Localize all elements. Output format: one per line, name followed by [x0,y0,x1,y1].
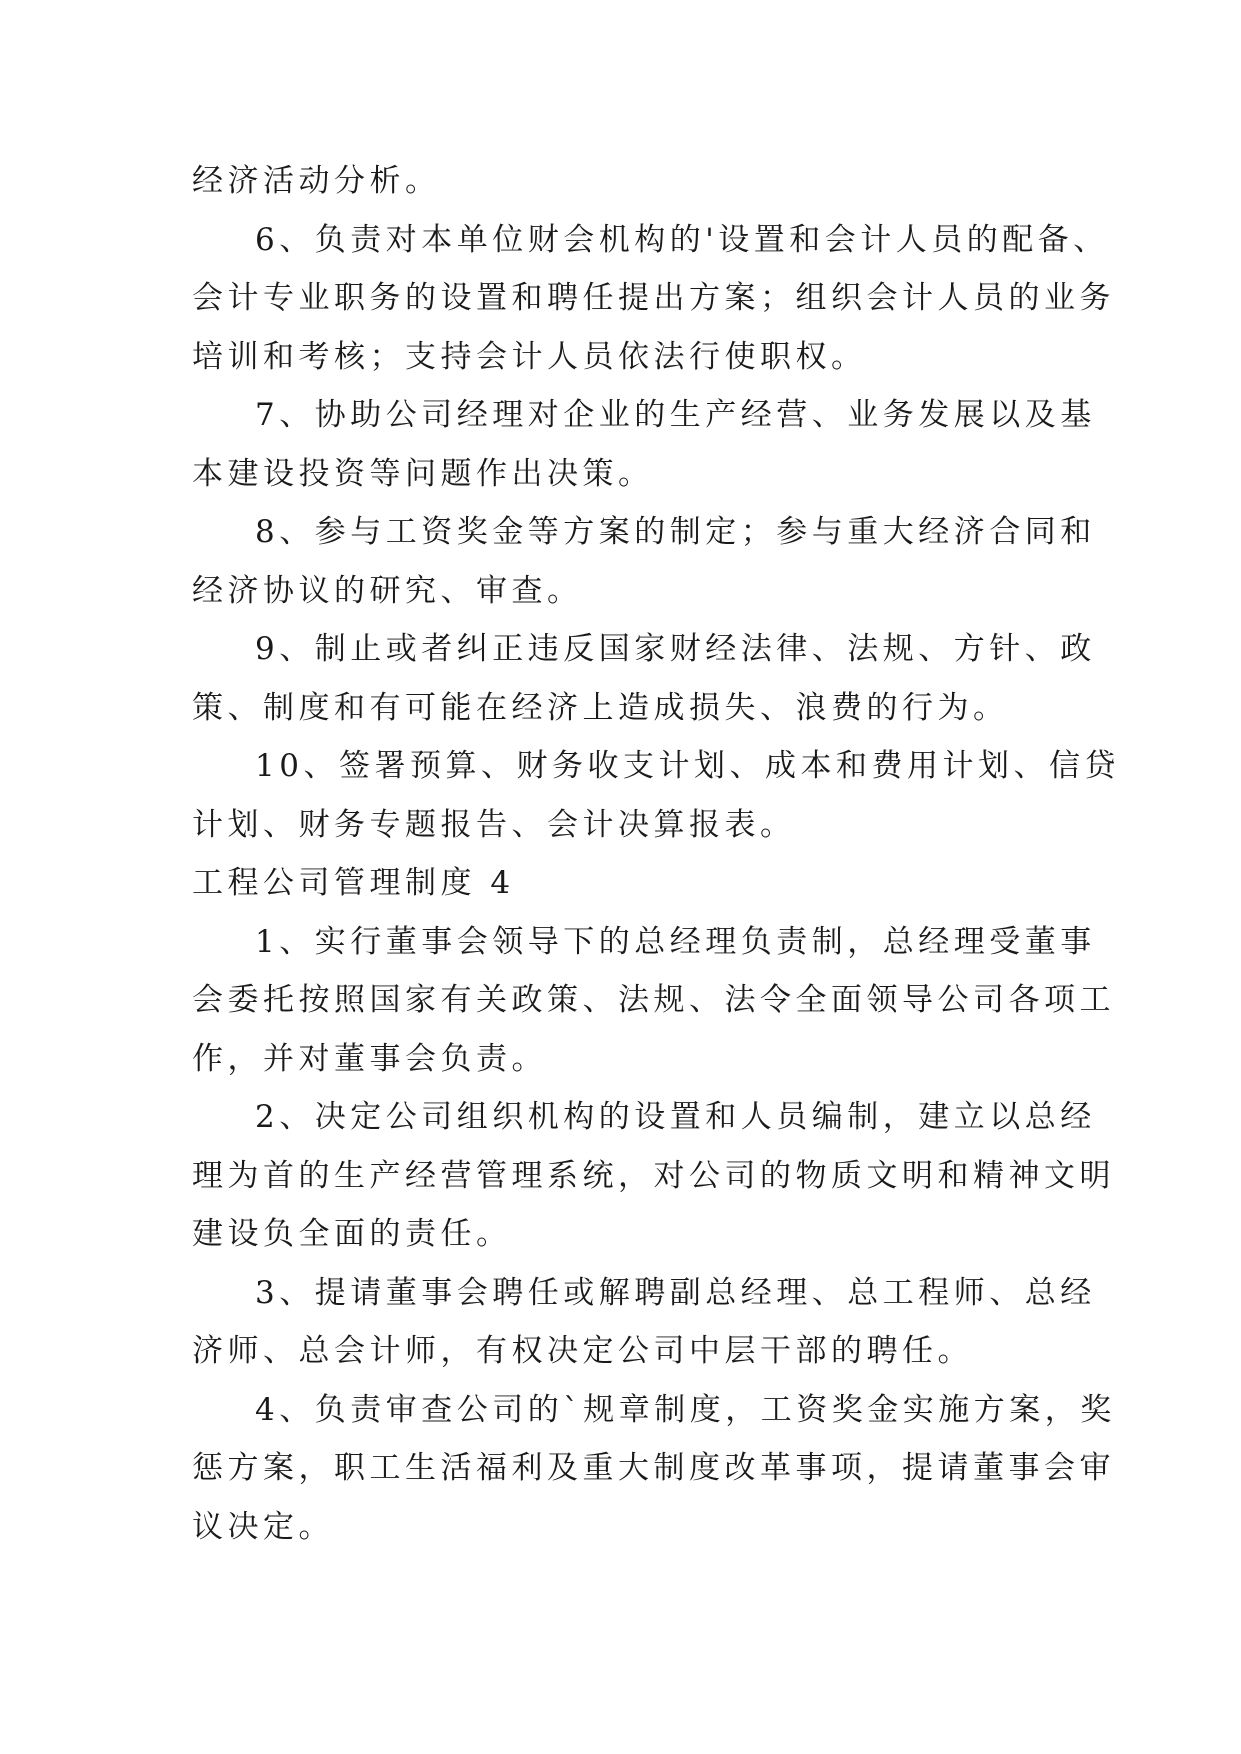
text-line: 1、实行董事会领导下的总经理负责制，总经理受董事 [255,923,1096,960]
text-line: 2、决定公司组织机构的设置和人员编制，建立以总经 [255,1099,1096,1135]
document-body [192,152,1120,1556]
text-line: 计划、财务专题报告、会计决算报表。 [192,806,796,843]
text-line: 策、制度和有可能在经济上造成损失、浪费的行为。 [192,689,1009,726]
text-line: 经济活动分析。 [192,163,441,199]
text-line: 理为首的生产经营管理系统，对公司的物质文明和精神文明 [192,1157,1115,1194]
text-line: 议决定。 [192,1508,334,1545]
text-line: 建设负全面的责任。 [192,1216,512,1252]
text-line: 作，并对董事会负责。 [192,1040,547,1077]
text-line: 4、负责审查公司的`规章制度，工资奖金实施方案，奖 [255,1391,1116,1428]
text-line: 惩方案，职工生活福利及重大制度改革事项，提请董事会审 [192,1450,1115,1486]
text-line: 培训和考核；支持会计人员依法行使职权。 [192,338,867,375]
text-line: 3、提请董事会聘任或解聘副总经理、总工程师、总经 [255,1274,1096,1311]
text-line: 会计专业职务的设置和聘任提出方案；组织会计人员的业务 [192,280,1115,316]
text-line: 6、负责对本单位财会机构的'设置和会计人员的配备、 [255,221,1109,258]
text-line: 8、参与工资奖金等方案的制定；参与重大经济合同和 [255,514,1096,550]
text-line: 济师、总会计师，有权决定公司中层干部的聘任。 [192,1333,973,1369]
text-line: 会委托按照国家有关政策、法规、法令全面领导公司各项工 [192,982,1115,1018]
text-line: 本建设投资等问题作出决策。 [192,455,654,492]
text-line: 9、制止或者纠正违反国家财经法律、法规、方针、政 [255,631,1096,667]
text-line: 10、签署预算、财务收支计划、成本和费用计划、信贷 [255,748,1120,784]
text-line: 经济协议的研究、审查。 [192,572,583,609]
text-line: 7、协助公司经理对企业的生产经营、业务发展以及基 [255,397,1096,433]
section-heading: 工程公司管理制度 4 [192,865,515,901]
